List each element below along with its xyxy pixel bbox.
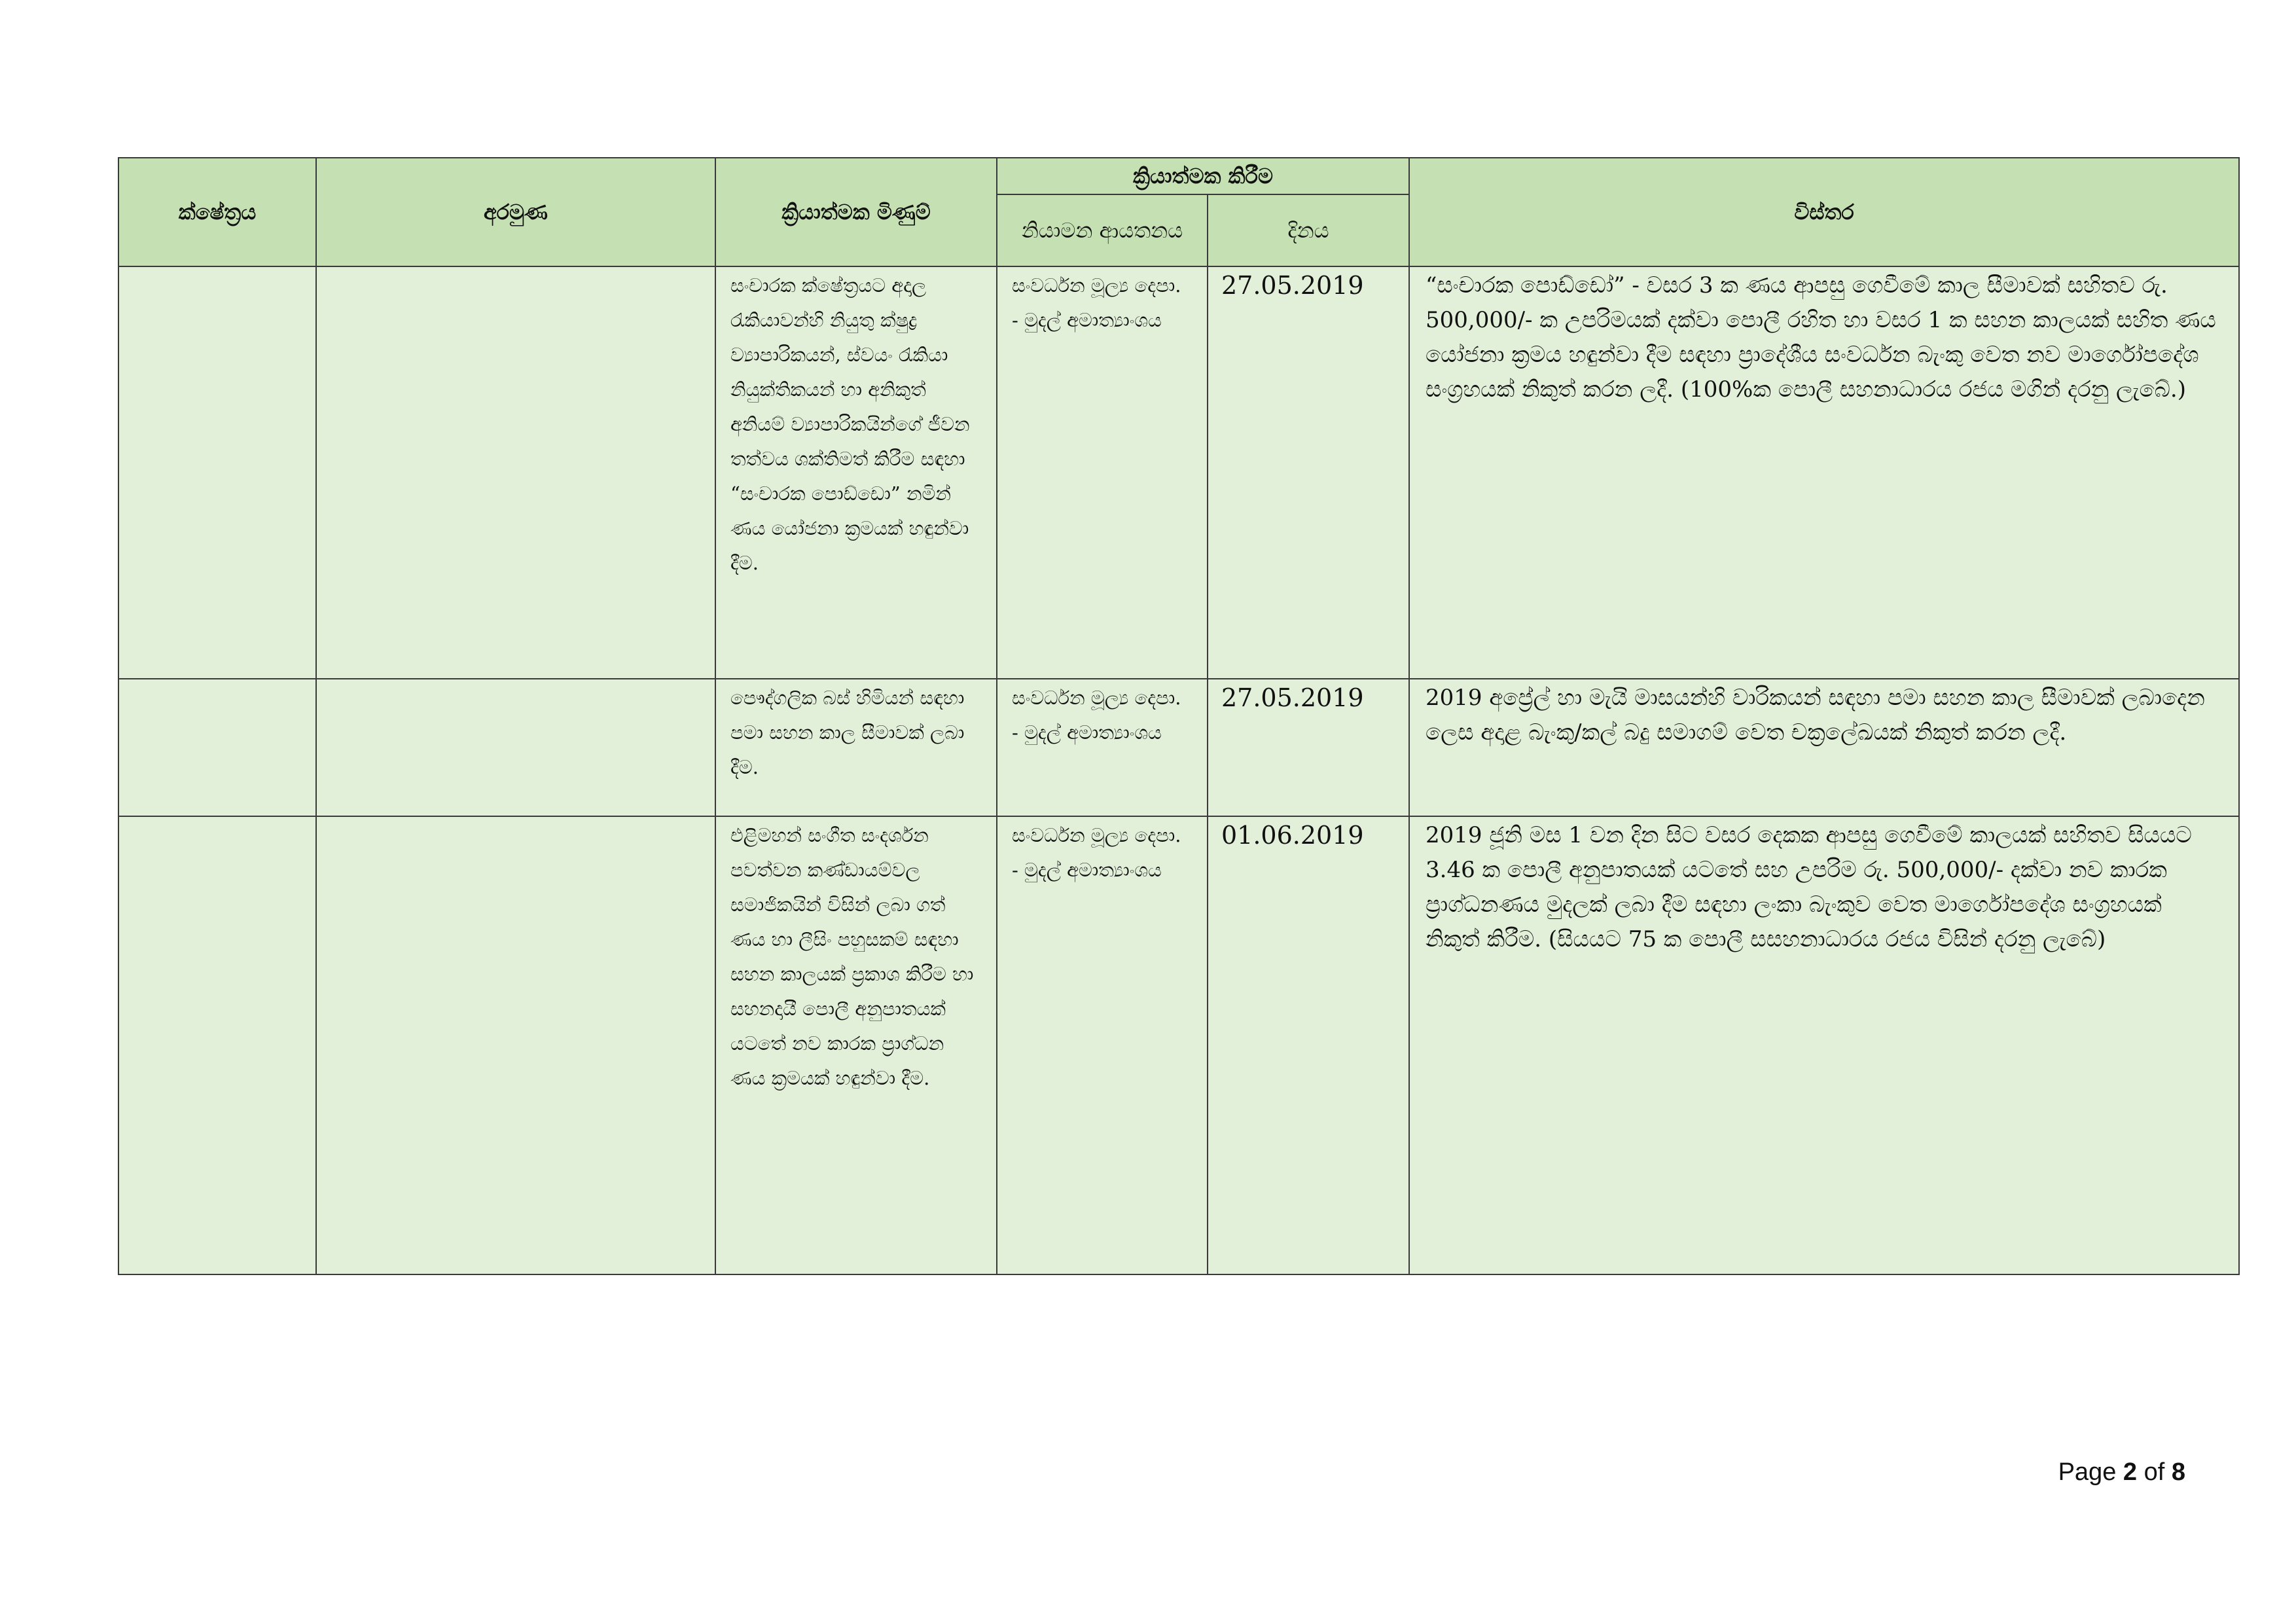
- page-label: Page: [2058, 1458, 2117, 1486]
- header-date: දිනය: [1208, 194, 1409, 266]
- objective-cell: [316, 816, 715, 1274]
- measures-table: [118, 157, 2240, 1275]
- current-page: 2: [2123, 1458, 2138, 1486]
- header-sector: ක්ෂේත්‍රය: [118, 158, 316, 266]
- sector-cell: [118, 266, 316, 679]
- objective-cell: [316, 679, 715, 816]
- sector-cell: [118, 679, 316, 816]
- details-cell: 2019 අප්‍රේල් හා මැයි මාසයන්හි වාරිකයන් සඳහා පමා සහන කාල සීමාවක් ලබාදෙන ලෙස අදාළ බැංකු/කල් බදු සමාගම් වෙත චක්‍රලේඛයක් නිකුත් කරන ලදී.: [1409, 679, 2239, 816]
- header-details: විස්තර: [1409, 158, 2239, 266]
- total-pages: 8: [2171, 1458, 2185, 1486]
- page-number: [2058, 1458, 2185, 1487]
- table-row: [118, 679, 2239, 816]
- header-objective: අරමුණ: [316, 158, 715, 266]
- details-cell: 2019 ජූනි මස 1 වන දින සිට වසර දෙකක ආපසු ගෙවීමේ කාලයක් සහිතව සියයට 3.46 ක පොලී අනුපාතයක් යටතේ සහ උපරිම රු. 500,000/- දක්වා නව කාරක ප්‍රාග්ධනණය මුදලක් ලබා දීම සඳහා ලංකා බැංකුව වෙත මාර්ගෝපදේශ සංග්‍රහයක් නිකුත් කිරීම. (සියයට 75 ක පොලී සසහනාධාරය රජය විසින් දරනු ලැබේ): [1409, 816, 2239, 1274]
- measure-cell: පෞද්ගලික බස් හිමියන් සඳහා පමා සහන කාල සීමාවක් ලබා දීම.: [715, 679, 997, 816]
- institution-cell: සංවර්ධන මූල්‍ය දෙපා. - මුදල් අමාත්‍යාංශය: [997, 816, 1208, 1274]
- table-row: [118, 816, 2239, 1274]
- header-regulatory-institution: නියාමන ආයතනය: [997, 194, 1208, 266]
- date-cell: 27.05.2019: [1208, 679, 1409, 816]
- header-implementation: ක්‍රියාත්මක කිරීම: [997, 158, 1409, 194]
- page-of-label: of: [2144, 1458, 2165, 1486]
- header-operational-measures: ක්‍රියාත්මක මිණුම්: [715, 158, 997, 266]
- institution-cell: සංවර්ධන මූල්‍ය දෙපා. - මුදල් අමාත්‍යාංශය: [997, 679, 1208, 816]
- details-cell: “සංචාරක පොඩ්ඩෝ” - වසර 3 ක ණය ආපසු ගෙවීමේ කාල සීමාවක් සහිතව රු. 500,000/- ක උපරිමයක් දක්වා පොලී රහිත හා වසර 1 ක සහන කාලයක් සහිත ණය යෝජනා ක්‍රමය හඳුන්වා දීම සඳහා ප්‍රාදේශීය සංවර්ධන බැංකු වෙත නව මාර්ගෝපදේශ සංග්‍රහයක් නිකුත් කරන ලදී. (100%ක පොලී සහනාධාරය රජය මගින් දරනු ලැබේ.): [1409, 266, 2239, 679]
- sector-cell: [118, 816, 316, 1274]
- measure-cell: එළිමහන් සංගීත සංදර්ශන පවත්වන කණ්ඩායම්වල සමාජිකයින් විසින් ලබා ගත් ණය හා ලීසිං පහුසකම් සඳහා සහන කාලයක් ප්‍රකාශ කිරීම හා සහනදායී පොලී අනුපාතයක් යටතේ නව කාරක ප්‍රාග්ධන ණය ක්‍රමයක් හඳුන්වා දීම.: [715, 816, 997, 1274]
- institution-cell: සංවර්ධන මූල්‍ය දෙපා. - මුදල් අමාත්‍යාංශය: [997, 266, 1208, 679]
- measure-cell: සංචාරක ක්ෂේත්‍රයට අදාල රැකියාවන්හි නියුතු ක්ෂුද්‍ර ව්‍යාපාරිකයන්, ස්වයං රැකියා නියුක්තිකයන් හා අනිකුත් අනියම් ව්‍යාපාරිකයින්ගේ ජීවන තත්වය ශක්තිමත් කිරීම සඳහා “සංචාරක පොඩ්ඩො” නමින් ණය යෝජනා ක්‍රමයක් හඳුන්වා දීම.: [715, 266, 997, 679]
- objective-cell: [316, 266, 715, 679]
- date-cell: 01.06.2019: [1208, 816, 1409, 1274]
- table-row: [118, 266, 2239, 679]
- date-cell: 27.05.2019: [1208, 266, 1409, 679]
